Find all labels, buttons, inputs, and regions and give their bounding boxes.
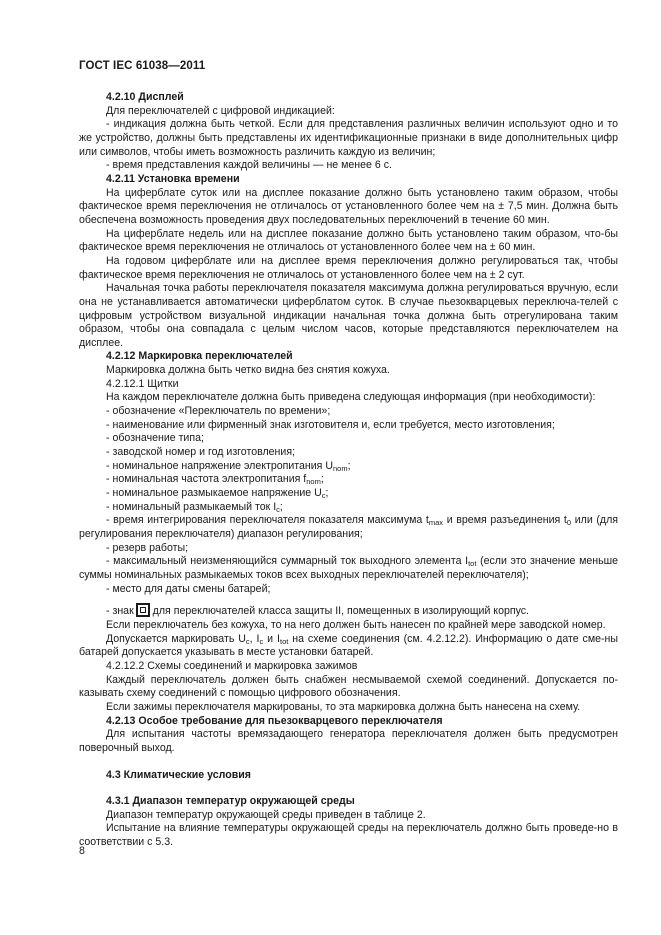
paragraph [79,514,618,541]
paragraph [79,255,618,282]
document-body [79,91,618,850]
paragraph-text: Диапазон температур окружающей среды приведен в таблице 2. [106,808,426,821]
section-heading [79,795,618,809]
paragraph-text: - обозначение типа; [106,432,204,445]
paragraph [79,633,618,660]
paragraph-text: На циферблате суток или на дисплее показание должно быть установлено таким образом, чтобы фактическое время переключения не отличалось от установленного более чем на ± 7,5 мин. Должна быть обеспечена возможность проведения двух последовательных переключений в течение 60 мин. [79,186,618,226]
paragraph-text: Если переключатель без кожуха, то на него должен быть нанесен по крайней мере заводской номер. [106,618,606,631]
paragraph [79,391,618,405]
section-heading [79,173,618,187]
document-header: ГОСТ IEC 61038—2011 [79,60,206,72]
paragraph [79,460,618,474]
paragraph [79,809,618,823]
subscript: nom [333,463,348,473]
subscript: c [245,636,250,646]
paragraph-text: 4.2.11 Установка времени [106,172,240,185]
paragraph-text: - номинальное размыкаемое напряжение U [106,487,322,500]
paragraph-text: Допускается маркировать U [106,632,246,645]
paragraph [79,619,618,633]
paragraph-text: - номинальное напряжение электропитания U [106,459,334,472]
subscript: tot [468,559,477,569]
paragraph [79,159,618,173]
paragraph-text: Маркировка должна быть четко видна без снятия кожуха. [106,364,390,377]
paragraph-text: - место для даты смены батарей; [106,582,271,595]
paragraph-text: ; [347,459,351,472]
paragraph-text: 4.2.12 Маркировка переключателей [106,350,293,363]
section-heading [79,715,618,729]
paragraph-text: ; [279,500,283,513]
paragraph-text: , I [249,632,260,645]
paragraph [79,378,618,392]
paragraph [79,701,618,715]
paragraph-text: - время представления каждой величины — не менее 6 с. [106,159,392,172]
paragraph [79,405,618,419]
section-heading [79,91,618,105]
paragraph [79,105,618,119]
page-number: 8 [79,845,85,857]
paragraph [79,419,618,433]
paragraph-text: - индикация должна быть четкой. Если для представления различных величин используют одно и то же устройство, должны быть представлены их идентификационные признаки в виде дополнительных цифр или символов, чтобы иметь возможность различить каждую из величин; [79,118,618,158]
paragraph [79,660,618,674]
paragraph-text: - заводской номер и год изготовления; [106,446,295,459]
paragraph [79,603,618,619]
subscript: c [276,504,280,514]
subscript: c [259,636,264,646]
paragraph-text: и время разъединения t [443,514,567,527]
paragraph-text: 4.2.12.1 Щитки [106,377,179,390]
paragraph-text: 4.3 Климатические условия [106,768,251,781]
paragraph-text: - номинальный размыкаемый ток I [106,500,277,513]
paragraph-text: (если это значение меньше суммы номинальных размыкаемых токов всех выходных переключателей переключателя); [79,555,619,581]
paragraph [79,501,618,515]
paragraph-text: или (для регулирования переключателя) диапазон регулирования; [79,514,619,540]
section-heading [79,769,618,783]
paragraph [79,728,618,755]
paragraph-text: Для переключателей с цифровой индикацией: [106,104,335,117]
paragraph-text: ; [320,473,324,486]
paragraph [79,473,618,487]
paragraph-text: - номинальная частота электропитания f [106,473,307,486]
paragraph-text: На годовом циферблате или на дисплее время переключения должно регулироваться так, чтобы фактическое время переключения не отличалось от установленного более чем на ± 2 сут. [79,254,618,281]
paragraph [79,446,618,460]
paragraph-text: на схеме соединения (см. 4.2.12.2). Информацию о дате сме-ны батарей допускается указывать в месте установки батарей. [79,632,618,659]
paragraph [79,542,618,556]
paragraph-text: 4.3.1 Диапазон температур окружающей среды [106,795,355,808]
paragraph-text: для переключателей класса защиты II, помещенных в изолирующий корпус. [149,605,530,618]
paragraph-text: На каждом переключателе должна быть приведена следующая информация (при необходимости): [106,391,596,404]
paragraph-text: Если зажимы переключателя маркированы, то эта маркировка должна быть нанесена на схему. [106,700,581,713]
double-square-icon [136,603,150,617]
paragraph-text: Испытание на влияние температуры окружающей среды на переключатель должно быть проведе-но в соответствии с 5.3. [79,822,618,849]
subscript: 0 [566,518,572,528]
paragraph [79,282,618,350]
paragraph [79,822,618,849]
paragraph [79,674,618,701]
paragraph-text: - обозначение «Переключатель по времени»; [106,405,331,418]
paragraph-text: 4.2.12.2 Схемы соединений и маркировка зажимов [106,659,358,672]
paragraph-text: - время интегрирования переключателя показателя максимума t [106,514,429,527]
paragraph [79,118,618,159]
paragraph [79,432,618,446]
paragraph-text: 4.2.13 Особое требование для пьезокварцевого переключателя [106,714,443,727]
subscript: c [321,491,326,501]
paragraph-text: - наименование или фирменный знак изготовителя и, если требуется, место изготовления; [106,418,555,431]
paragraph [79,487,618,501]
paragraph-text: Для испытания частоты времязадающего генератора переключателя должен быть предусмотрен поверочный выход. [79,728,618,754]
paragraph [79,583,618,597]
subscript: max [428,518,444,528]
paragraph-text: - максимальный неизменяющийся суммарный ток выходного элемента I [106,555,469,568]
subscript: nom [306,477,321,487]
paragraph-text: и I [263,632,280,645]
paragraph-text: Начальная точка работы переключателя показателя максимума должна регулироваться вручную, если она не устанавливается автоматически циферблатом суток. В случае пьезокварцевых переключа-телей с цифровым устройством визуальной индикации начальная точка должна быть отрегулирована таким образом, чтобы она совпадала с целым числом часов, которые представляются переключателем на дисплее. [79,282,618,349]
paragraph [79,187,618,228]
subscript: tot [279,636,289,646]
paragraph [79,228,618,255]
paragraph-text: На циферблате недель или на дисплее показание должно быть установлено таким образом, что-бы фактическое время переключения не отличалось от установленного более чем на ± 60 мин. [79,227,618,254]
paragraph [79,555,618,582]
paragraph-text: - резерв работы; [106,541,189,554]
paragraph-text: - знак [106,605,134,618]
section-heading [79,350,618,364]
paragraph-text: Каждый переключатель должен быть снабжен несмываемой схемой соединений. Допускается по-казывать схему соединений с помощью цифрового обозначения. [79,673,618,700]
paragraph-text: 4.2.10 Дисплей [106,91,184,103]
paragraph-text: ; [325,487,329,500]
paragraph [79,364,618,378]
